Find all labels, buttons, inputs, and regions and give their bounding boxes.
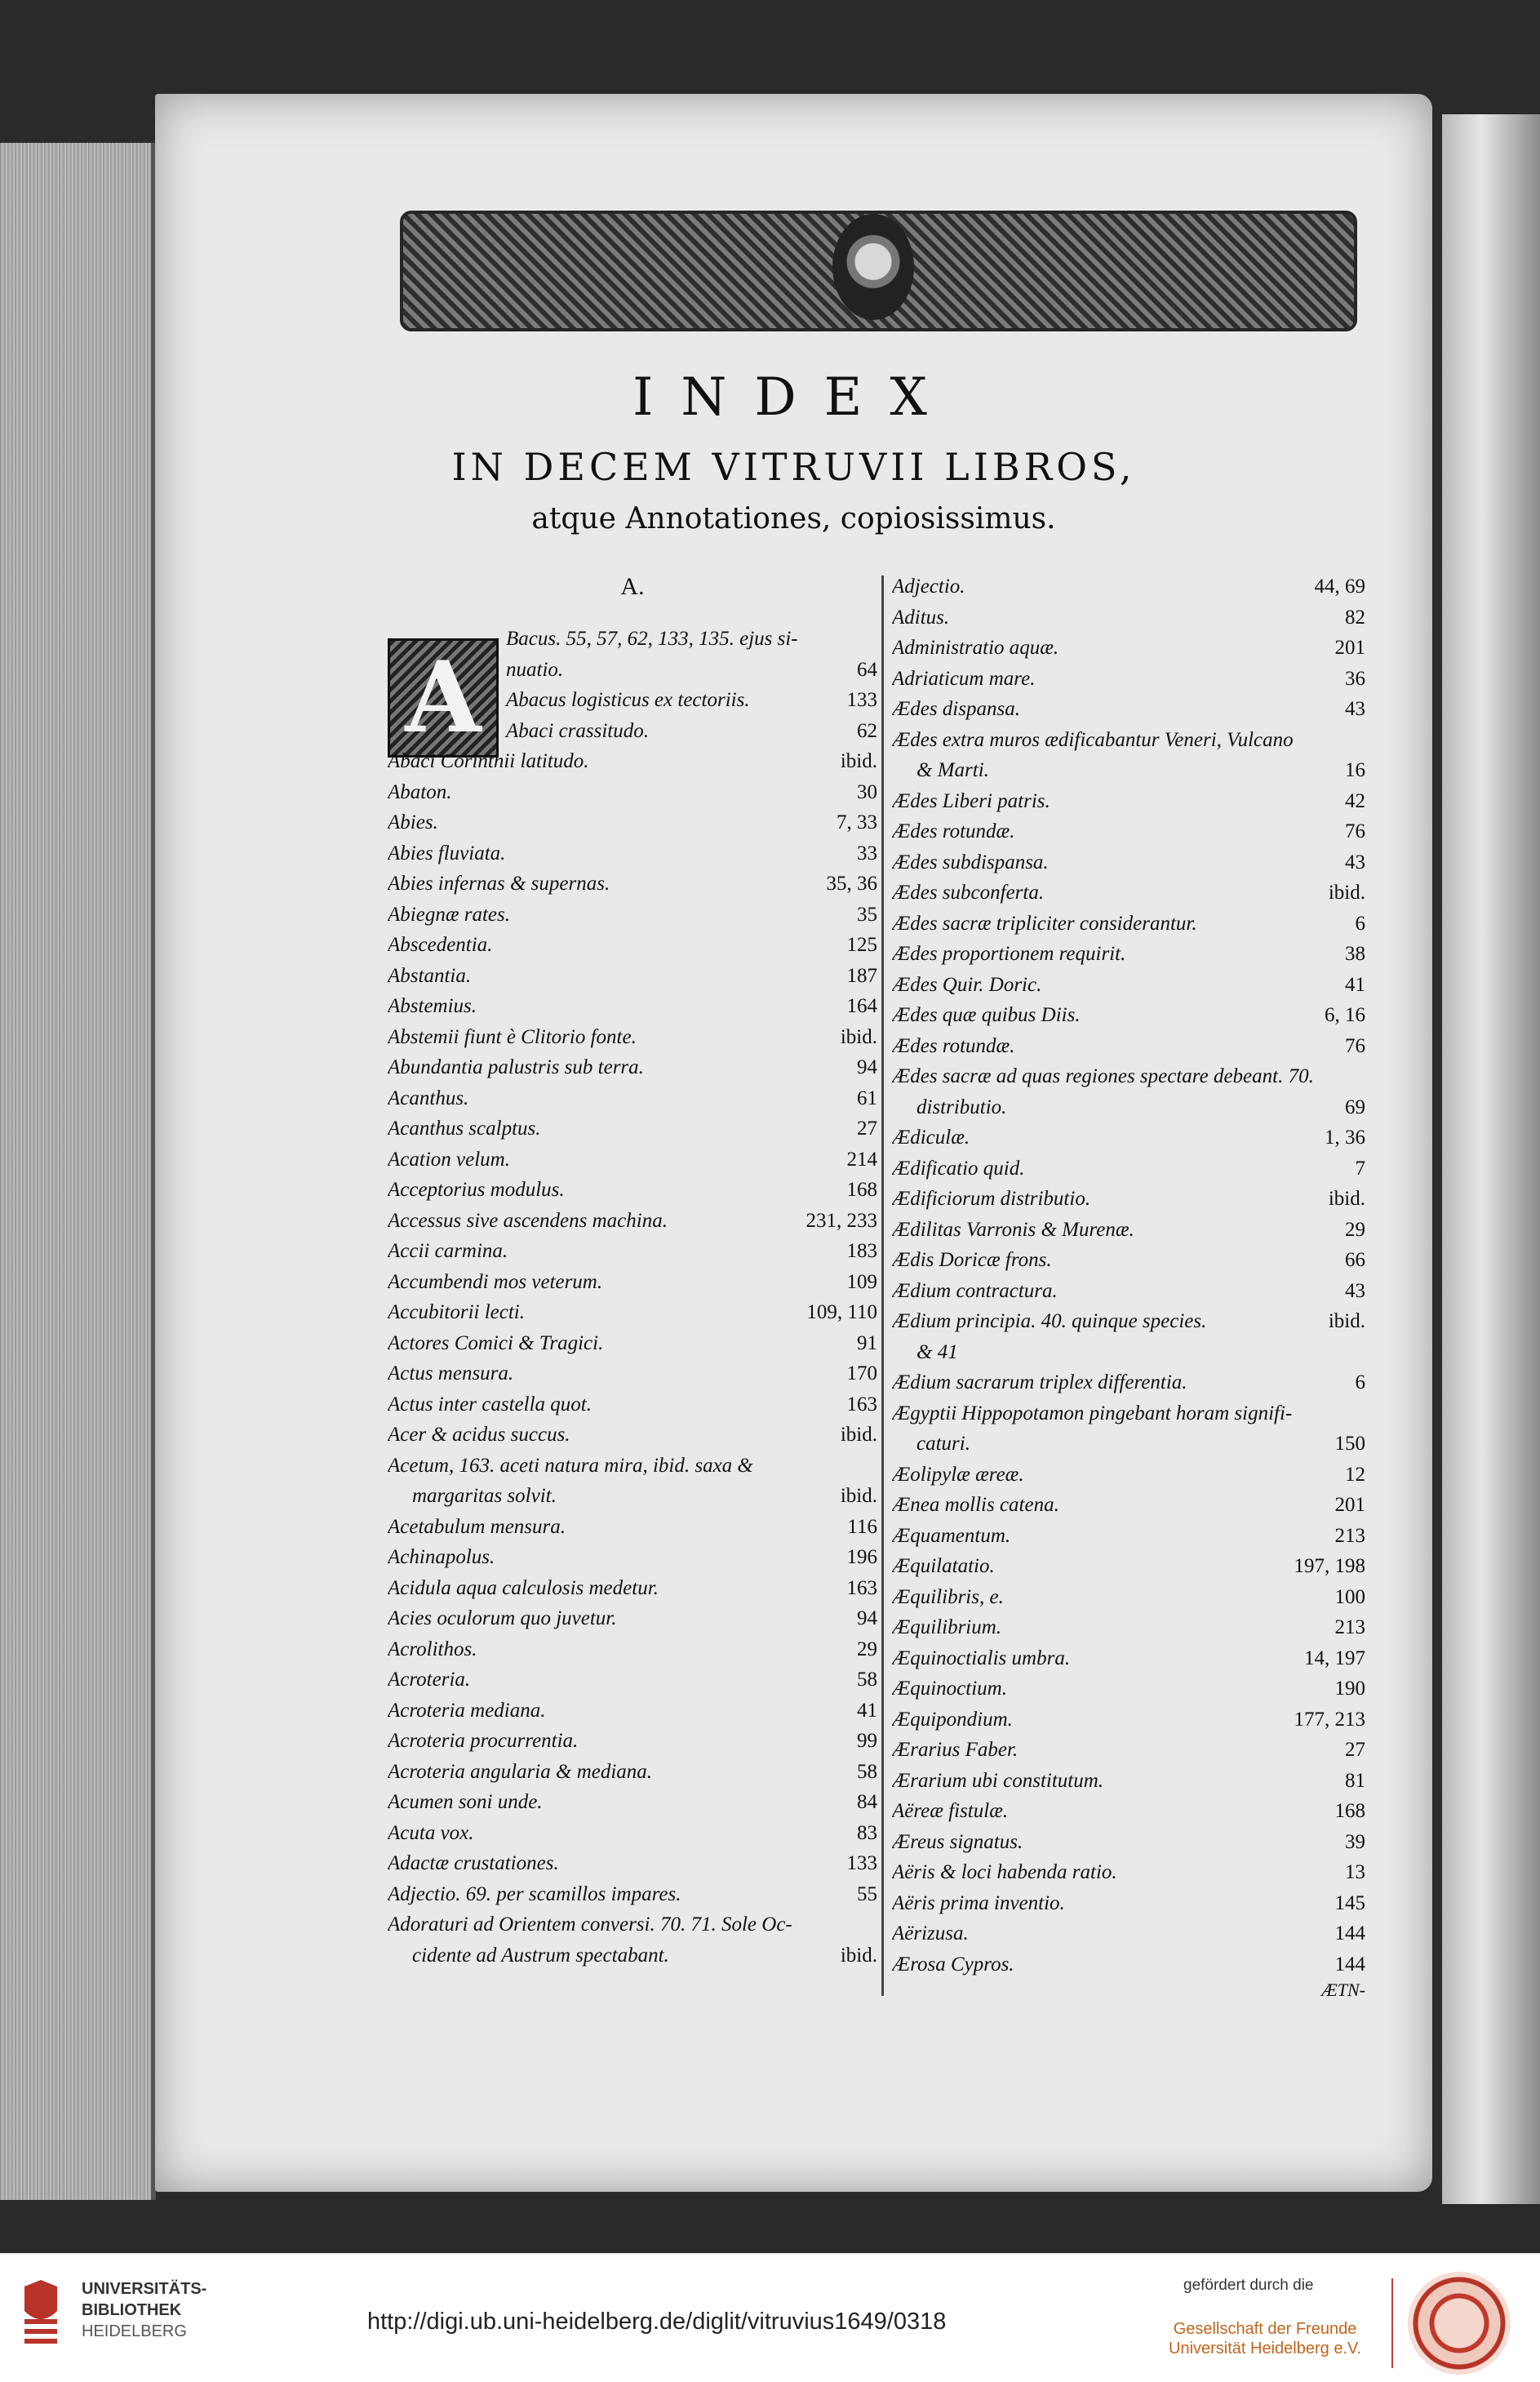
index-entry (892, 602, 1365, 633)
entry-page-ref: 125 (846, 934, 877, 956)
entry-page-ref: 58 (857, 1760, 877, 1783)
index-entry (892, 1490, 1365, 1521)
entry-term: Acetum, 163. aceti natura mira, ibid. saxa & (388, 1454, 753, 1477)
entry-term: Ædium contractura. (892, 1279, 1058, 1302)
entry-page-ref: 27 (857, 1118, 877, 1140)
index-entry (388, 1757, 877, 1788)
index-entry (388, 1022, 877, 1053)
index-entry (388, 1542, 877, 1573)
entry-page-ref: 196 (846, 1546, 877, 1568)
library-name: UNIVERSITÄTS- BIBLIOTHEK HEIDELBERG (82, 2280, 207, 2340)
entry-term: Ædificatio quid. (892, 1157, 1025, 1180)
entry-term: Ædes sacræ ad quas regiones spectare debeant. 70. (892, 1065, 1314, 1087)
entry-page-ref: 133 (846, 689, 877, 711)
entry-term: Æquilatatio. (892, 1555, 995, 1577)
entry-page-ref: 94 (857, 1056, 877, 1078)
index-entry (388, 1818, 877, 1849)
index-entry (388, 1052, 877, 1083)
entry-page-ref: 91 (857, 1331, 877, 1354)
entry-page-ref: 163 (846, 1576, 877, 1599)
right-entries (892, 571, 1365, 1980)
entry-term: Adriaticum mare. (892, 667, 1036, 690)
index-entry (388, 869, 877, 900)
entry-page-ref: 16 (1345, 759, 1365, 781)
entry-page-ref: 201 (1334, 637, 1365, 659)
entry-page-ref: 30 (857, 780, 877, 803)
index-entry (388, 1940, 877, 1971)
entry-page-ref: 6 (1355, 912, 1365, 935)
book-right-edge (1442, 114, 1540, 2204)
index-entry (388, 1206, 877, 1237)
entry-term: Acidula aqua calculosis medetur. (388, 1576, 659, 1599)
entry-page-ref: ibid. (1328, 1310, 1365, 1332)
index-entry (388, 685, 877, 716)
entry-page-ref: 213 (1334, 1524, 1365, 1547)
society-name: Gesellschaft der Freunde Universität Heidelberg e.V. (1169, 2320, 1362, 2358)
index-entry (892, 1582, 1365, 1613)
entry-page-ref: 168 (1334, 1800, 1365, 1822)
index-entry (892, 1612, 1365, 1643)
entry-page-ref: 27 (1345, 1739, 1365, 1761)
footer-divider (1391, 2278, 1393, 2368)
entry-term: Aërizusa. (892, 1922, 969, 1944)
entry-term: Aëris & loci habenda ratio. (892, 1861, 1117, 1883)
entry-term: Acanthus scalptus. (388, 1118, 541, 1140)
entry-page-ref: 83 (857, 1821, 877, 1844)
index-entry (892, 909, 1365, 940)
entry-term: Acetabulum mensura. (388, 1515, 566, 1538)
entry-term: Ædes proportionem requirit. (892, 943, 1126, 965)
index-entry (388, 716, 877, 747)
entry-term: Ægyptii Hippopotamon pingebant horam signifi- (892, 1402, 1293, 1424)
entry-page-ref: 190 (1334, 1678, 1365, 1700)
index-title: INDEX (632, 367, 955, 428)
entry-term: Ædes dispansa. (892, 698, 1020, 720)
entry-page-ref: 66 (1345, 1249, 1365, 1271)
entry-term: Æquilibrium. (892, 1616, 1002, 1638)
entry-page-ref: 12 (1345, 1463, 1365, 1486)
entry-term: Acroteria. (388, 1669, 471, 1691)
entry-page-ref: 81 (1345, 1769, 1365, 1792)
entry-term: Bacus. 55, 57, 62, 133, 135. ejus si- (506, 628, 798, 650)
entry-term: Acies oculorum quo juvetur. (388, 1607, 617, 1629)
entry-term: Ædes extra muros ædificabantur Veneri, Vulcano (892, 728, 1294, 751)
entry-term: caturi. (916, 1433, 970, 1455)
entry-term: Abies. (388, 811, 438, 833)
entry-term: Acroteria procurrentia. (388, 1730, 579, 1752)
index-entry (388, 1267, 877, 1298)
entry-page-ref: 35, 36 (826, 873, 877, 895)
entry-term: Accumbendi mos veterum. (388, 1270, 603, 1293)
index-entry (892, 1215, 1365, 1246)
entry-term: Acumen soni unde. (388, 1791, 543, 1813)
entry-term: Acuta vox. (388, 1821, 474, 1844)
entry-term: Ænea mollis catena. (892, 1494, 1059, 1516)
entry-term: nuatio. (506, 658, 564, 681)
entry-term: Acceptorius modulus. (388, 1179, 565, 1201)
decorated-dropcap: A (388, 638, 499, 758)
entry-page-ref: 213 (1334, 1616, 1365, 1638)
entry-page-ref: ibid. (840, 1944, 877, 1966)
index-entry (388, 1909, 877, 1940)
entry-term: Ædes Quir. Doric. (892, 973, 1042, 996)
index-entry (892, 571, 1365, 602)
index-entry (388, 991, 877, 1022)
entry-page-ref: 183 (846, 1240, 877, 1262)
entry-term: Acer & acidus succus. (388, 1424, 570, 1446)
book-page-edges (0, 143, 156, 2200)
entry-term: Abiegnæ rates. (388, 903, 510, 926)
entry-term: Aëreæ fistulæ. (892, 1800, 1009, 1822)
index-entry (892, 939, 1365, 970)
entry-page-ref: 29 (1345, 1218, 1365, 1241)
index-entry (388, 1726, 877, 1757)
index-entry (388, 838, 877, 869)
entry-page-ref: 58 (857, 1669, 877, 1691)
entry-page-ref: 43 (1345, 1279, 1365, 1302)
entry-term: Æquamentum. (892, 1524, 1011, 1547)
entry-page-ref: 177, 213 (1294, 1708, 1365, 1731)
index-entry (892, 970, 1365, 1001)
index-entry (892, 1337, 1365, 1368)
entry-term: Abacus logisticus ex tectoriis. (506, 689, 750, 711)
entry-page-ref: 150 (1334, 1433, 1365, 1455)
index-entry (388, 1236, 877, 1267)
index-entry (388, 624, 877, 655)
index-entry (388, 961, 877, 992)
entry-term: Abscedentia. (388, 934, 493, 956)
index-entry (892, 725, 1365, 756)
entry-term: Æquinoctialis umbra. (892, 1647, 1071, 1669)
entry-page-ref: 69 (1345, 1095, 1365, 1118)
entry-page-ref: 35 (857, 903, 877, 926)
entry-term: Ædium principia. 40. quinque species. (892, 1310, 1207, 1332)
index-entry (388, 655, 877, 686)
entry-page-ref: 64 (857, 658, 877, 681)
index-entry (388, 1328, 877, 1359)
index-entry (388, 1603, 877, 1634)
index-column-right (892, 571, 1365, 2004)
index-entry (892, 1367, 1365, 1398)
entry-page-ref: 43 (1345, 698, 1365, 720)
entry-page-ref: 6, 16 (1325, 1004, 1365, 1026)
entry-term: Abundantia palustris sub terra. (388, 1056, 644, 1078)
entry-term: cidente ad Austrum spectabant. (412, 1944, 669, 1966)
index-subtitle: IN DECEM VITRUVII LIBROS, (451, 445, 1136, 489)
entry-page-ref: 94 (857, 1607, 877, 1629)
index-entry (388, 1695, 877, 1727)
index-entry (892, 1245, 1365, 1276)
entry-page-ref: ibid. (840, 1424, 877, 1446)
index-entry (388, 1512, 877, 1543)
index-entry (892, 786, 1365, 817)
entry-term: distributio. (916, 1095, 1007, 1118)
entry-term: Acroteria angularia & mediana. (388, 1760, 653, 1783)
entry-page-ref: 201 (1334, 1494, 1365, 1516)
entry-term: Ædilitas Varronis & Murenæ. (892, 1218, 1134, 1241)
entry-page-ref: 62 (857, 719, 877, 742)
entry-page-ref: 39 (1345, 1830, 1365, 1853)
entry-page-ref: 76 (1345, 1034, 1365, 1057)
index-entry (892, 1276, 1365, 1307)
entry-page-ref: 197, 198 (1294, 1555, 1365, 1577)
index-entry (892, 1153, 1365, 1184)
index-entry (892, 1184, 1365, 1215)
index-entry (892, 1766, 1365, 1797)
index-entry (892, 1061, 1365, 1092)
index-entry (388, 807, 877, 838)
entry-page-ref: 170 (846, 1362, 877, 1384)
section-letter: A. (620, 573, 645, 600)
index-entry (388, 900, 877, 931)
column-divider (881, 576, 884, 1996)
index-entry (892, 1949, 1365, 1980)
entry-term: Æolipylæ æreæ. (892, 1463, 1024, 1486)
entry-page-ref: 163 (846, 1393, 877, 1415)
index-entry (892, 1888, 1365, 1919)
entry-page-ref: 61 (857, 1087, 877, 1109)
index-entry (388, 1848, 877, 1879)
index-entry (892, 1092, 1365, 1123)
university-library-logo-icon (16, 2278, 65, 2349)
entry-term: Administratio aquæ. (892, 637, 1059, 659)
entry-term: Ædis Doricæ frons. (892, 1249, 1052, 1271)
entry-term: Ædes rotundæ. (892, 820, 1015, 842)
entry-term: Accessus sive ascendens machina. (388, 1209, 668, 1232)
index-entry (892, 664, 1365, 695)
entry-page-ref: 38 (1345, 943, 1365, 965)
entry-page-ref: 44, 69 (1314, 576, 1365, 598)
entry-page-ref: 29 (857, 1638, 877, 1660)
index-entry (892, 1643, 1365, 1674)
entry-term: Ædes rotundæ. (892, 1034, 1015, 1057)
index-entry (892, 1460, 1365, 1491)
index-entry (892, 1827, 1365, 1858)
permalink-url[interactable]: http://digi.ub.uni-heidelberg.de/diglit/vitruvius1649/0318 (367, 2309, 947, 2335)
index-entry (892, 1735, 1365, 1766)
entry-term: & 41 (916, 1340, 958, 1363)
entry-page-ref: 7, 33 (837, 811, 877, 833)
entry-page-ref: 109 (846, 1270, 877, 1293)
entry-term: Accubitorii lecti. (388, 1301, 526, 1323)
entry-term: Acrolithos. (388, 1638, 477, 1660)
index-entry (388, 1573, 877, 1604)
entry-term: Æreus signatus. (892, 1830, 1023, 1853)
entry-term: Ærosa Cypros. (892, 1953, 1014, 1975)
entry-page-ref: 33 (857, 842, 877, 864)
entry-term: Ædes subconferta. (892, 882, 1045, 904)
index-entry (388, 1879, 877, 1910)
index-entry (892, 1918, 1365, 1949)
entry-term: Abaci Corinthii latitudo. (388, 750, 589, 772)
viewer-footer (0, 2253, 1540, 2382)
index-entry (892, 1551, 1365, 1582)
index-column-left (388, 571, 877, 1971)
entry-term: Abaci crassitudo. (506, 719, 649, 742)
entry-term: Actus inter castella quot. (388, 1393, 592, 1415)
ornament-face-icon (832, 214, 914, 320)
entry-term: Ærarium ubi constitutum. (892, 1769, 1104, 1792)
index-entry (388, 1481, 877, 1512)
entry-term: Ærarius Faber. (892, 1739, 1019, 1761)
entry-page-ref: 13 (1345, 1861, 1365, 1883)
entry-term: Ædium sacrarum triplex differentia. (892, 1371, 1187, 1393)
index-entry (388, 1144, 877, 1175)
index-entry (388, 930, 877, 961)
index-entry (388, 1451, 877, 1482)
index-entry (388, 1634, 877, 1665)
index-entry (388, 1787, 877, 1818)
index-tagline: atque Annotationes, copiosissimus. (531, 502, 1056, 536)
entry-term: Adactæ crustationes. (388, 1852, 559, 1874)
index-entry (892, 1704, 1365, 1735)
entry-page-ref: 41 (1345, 973, 1365, 996)
entry-term: Ædiculæ. (892, 1127, 970, 1149)
entry-page-ref: 55 (857, 1882, 877, 1905)
catchword: ÆTN- (1321, 1980, 1365, 2000)
entry-page-ref: 36 (1345, 667, 1365, 690)
entry-page-ref: 84 (857, 1791, 877, 1813)
index-entry (892, 1857, 1365, 1888)
index-entry (892, 633, 1365, 664)
entry-page-ref: 145 (1334, 1891, 1365, 1914)
index-entry (388, 1358, 877, 1389)
index-entry (892, 1429, 1365, 1460)
entry-page-ref: 168 (846, 1179, 877, 1201)
index-entry (388, 1664, 877, 1695)
entry-term: Actus mensura. (388, 1362, 514, 1384)
entry-page-ref: ibid. (1328, 882, 1365, 904)
index-entry (892, 1398, 1365, 1429)
entry-term: Abstemius. (388, 995, 477, 1017)
entry-page-ref: 144 (1334, 1953, 1365, 1975)
index-entry (892, 1796, 1365, 1827)
entry-page-ref: 99 (857, 1730, 877, 1752)
entry-page-ref: 100 (1334, 1585, 1365, 1608)
entry-page-ref: 43 (1345, 851, 1365, 873)
index-entry (892, 1673, 1365, 1704)
entry-page-ref: 76 (1345, 820, 1365, 842)
entry-page-ref: 82 (1345, 606, 1365, 629)
index-entry (388, 1083, 877, 1114)
entry-page-ref: 231, 233 (806, 1209, 877, 1232)
index-entry (892, 1306, 1365, 1337)
left-entries (388, 624, 877, 1971)
entry-page-ref: 42 (1345, 789, 1365, 812)
entry-term: Abstantia. (388, 964, 472, 987)
entry-term: Ædes quæ quibus Diis. (892, 1004, 1081, 1026)
entry-term: Ædificiorum distributio. (892, 1188, 1091, 1210)
entry-page-ref: 144 (1334, 1922, 1365, 1944)
entry-term: Acation velum. (388, 1148, 510, 1171)
index-entry (388, 777, 877, 808)
entry-page-ref: 214 (846, 1148, 877, 1171)
index-entry (892, 755, 1365, 786)
entry-term: Ædes sacræ tripliciter considerantur. (892, 912, 1197, 935)
entry-term: Abaton. (388, 780, 452, 803)
index-entry (388, 746, 877, 777)
entry-term: Æquinoctium. (892, 1678, 1007, 1700)
entry-page-ref: ibid. (840, 1485, 877, 1507)
entry-term: Adoraturi ad Orientem conversi. 70. 71. Sole Oc- (388, 1913, 792, 1935)
entry-term: Æquilibris, e. (892, 1585, 1004, 1608)
index-entry (892, 1521, 1365, 1552)
entry-term: Ædes subdispansa. (892, 851, 1049, 873)
entry-term: Aditus. (892, 606, 950, 629)
entry-term: Abstemii fiunt è Clitorio fonte. (388, 1025, 637, 1048)
index-entry (388, 1113, 877, 1144)
entry-page-ref: ibid. (840, 1025, 877, 1048)
index-entry (892, 1000, 1365, 1031)
entry-term: Acanthus. (388, 1087, 469, 1109)
entry-term: Adjectio. 69. per scamillos impares. (388, 1882, 681, 1905)
entry-term: Acroteria mediana. (388, 1699, 546, 1722)
entry-term: Accii carmina. (388, 1240, 508, 1262)
index-entry (892, 1031, 1365, 1062)
entry-term: Achinapolus. (388, 1546, 495, 1568)
index-entry (388, 1420, 877, 1451)
entry-page-ref: 109, 110 (806, 1301, 877, 1323)
funded-by-text: gefördert durch die (1183, 2277, 1314, 2294)
entry-term: Actores Comici & Tragici. (388, 1331, 604, 1354)
index-entry (388, 1389, 877, 1420)
entry-page-ref: 41 (857, 1699, 877, 1722)
index-entry (892, 816, 1365, 847)
index-entry (892, 878, 1365, 909)
entry-page-ref: 187 (846, 964, 877, 987)
entry-term: Adjectio. (892, 576, 965, 598)
entry-term: Abies infernas & supernas. (388, 873, 610, 895)
index-entry (892, 1122, 1365, 1153)
entry-page-ref: 6 (1355, 1371, 1365, 1393)
entry-page-ref: 14, 197 (1304, 1647, 1365, 1669)
entry-page-ref: ibid. (840, 750, 877, 772)
index-entry (388, 1175, 877, 1206)
university-seal-icon (1408, 2272, 1511, 2375)
entry-page-ref: 7 (1355, 1157, 1365, 1180)
entry-term: margaritas solvit. (412, 1485, 557, 1507)
entry-term: Aëris prima inventio. (892, 1891, 1065, 1914)
index-entry (892, 847, 1365, 878)
entry-page-ref: 133 (846, 1852, 877, 1874)
entry-term: Æquipondium. (892, 1708, 1013, 1731)
entry-page-ref: ibid. (1328, 1188, 1365, 1210)
entry-page-ref: 1, 36 (1325, 1127, 1365, 1149)
index-entry (388, 1297, 877, 1328)
entry-page-ref: 116 (847, 1515, 877, 1538)
entry-term: & Marti. (916, 759, 989, 781)
entry-term: Ædes Liberi patris. (892, 789, 1050, 812)
index-entry (892, 694, 1365, 725)
entry-page-ref: 164 (846, 995, 877, 1017)
entry-term: Abies fluviata. (388, 842, 506, 864)
